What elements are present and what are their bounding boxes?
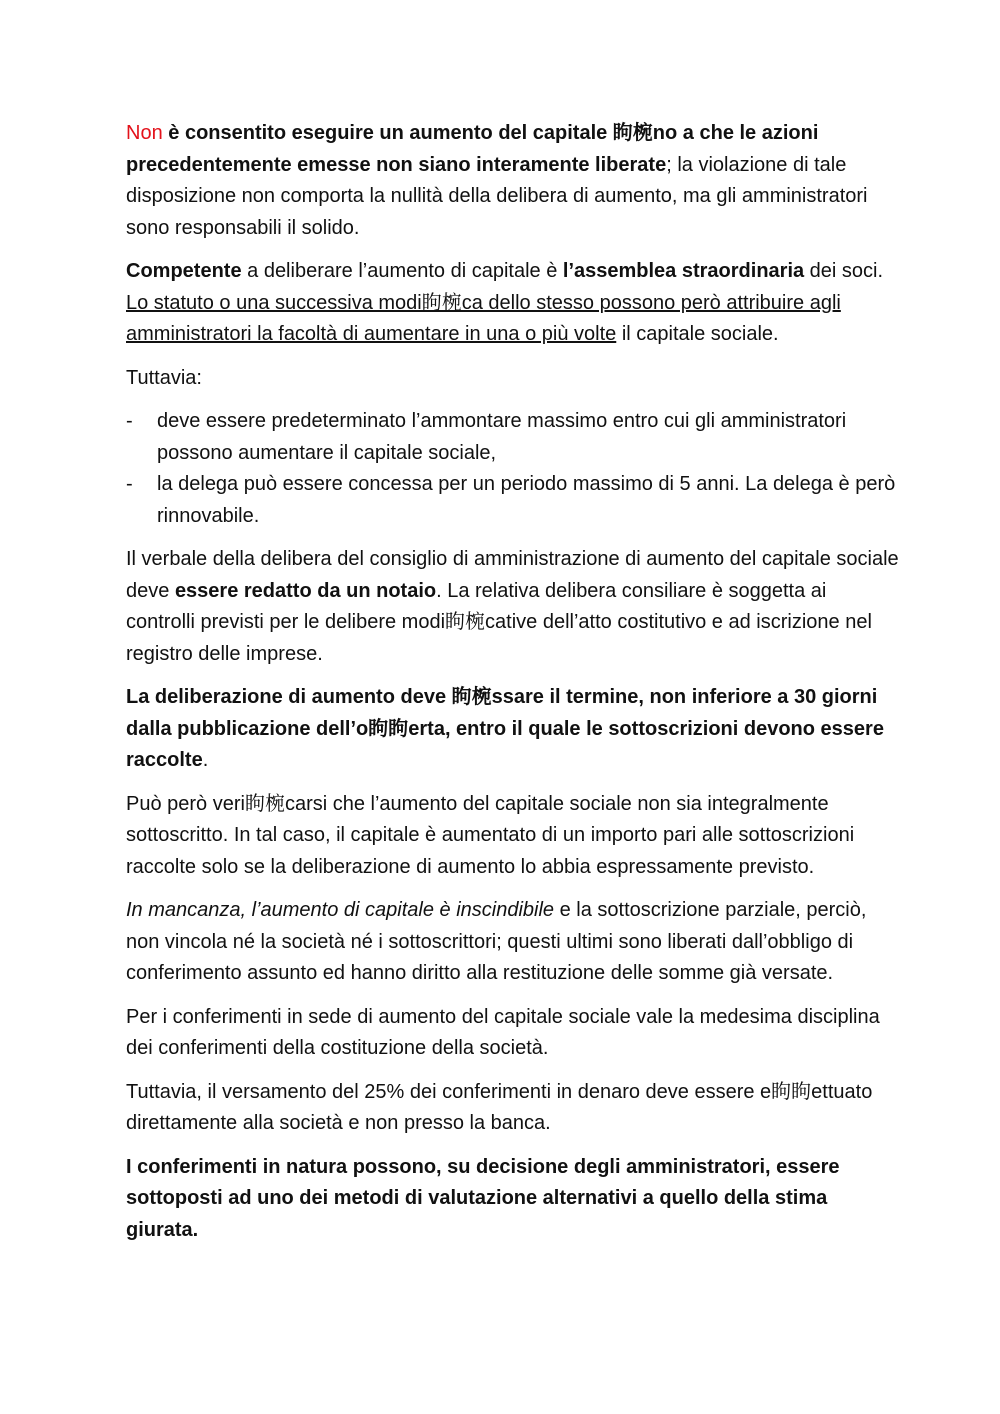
bold-rule: è consentito eseguire un aumento del capitale 眗椀no a che le azioni precedentemente emesse non siano interamente liberate <box>126 122 819 176</box>
bold-competente: Competente <box>126 260 242 282</box>
paragraph-text: il capitale sociale. <box>616 323 779 345</box>
paragraph-versamento: Tuttavia, il versamento del 25% dei conferimenti in denaro deve essere e眗眗ettuato direttamente alla società e non presso la banca. <box>126 1080 873 1134</box>
dash-bullet: - <box>126 473 133 495</box>
paragraph-text: ; la violazione di tale disposizione non comporta la nullità della delibera di aumento, ma gli amministratori sono responsabili il solido. <box>126 153 868 239</box>
paragraph-mancanza <box>126 895 900 990</box>
paragraph-capital-increase-condition <box>126 118 900 244</box>
bold-assemblea: l’assemblea straordinaria <box>562 260 805 282</box>
paragraph-sottoscrizione: Può però veri眗椀carsi che l’aumento del capitale sociale non sia integralmente sottoscritto. In tal caso, il capitale è aumentato di un importo pari alle sottoscrizioni raccolte solo se la deliberazione di aumento lo abbia espressamente previsto. <box>126 792 855 878</box>
paragraph-competence <box>126 256 900 351</box>
highlight-non: Non <box>126 122 163 144</box>
paragraph-natura <box>126 1152 900 1247</box>
bold-termine: La deliberazione di aumento deve 眗椀ssare il termine, non inferiore a 30 giorni dalla pubblicazione dell’o眗眗erta, entro il quale le sottoscrizioni devono essere raccolte <box>126 686 884 771</box>
bold-natura: I conferimenti in natura possono, su decisione degli amministratori, essere sottoposti ad uno dei metodi di valutazione alternativi a quello della stima giurata. <box>126 1155 840 1241</box>
dash-list <box>126 406 900 532</box>
paragraph-text: Il verbale della delibera del consiglio di amministrazione di aumento del capitale sociale deve <box>126 548 899 602</box>
paragraph-text: e la sottoscrizione parziale, perciò, non vincola né la società né i sottoscrittori; questi ultimi sono liberati dall’obbligo di conferimento assunto ed hanno diritto alla restituzione delle somme già versate. <box>126 899 867 984</box>
paragraph-text: a deliberare l’aumento di capitale è <box>241 260 563 282</box>
paragraph-text: . <box>202 749 209 771</box>
paragraph-text: dei soci. <box>804 260 884 282</box>
list-item-text: deve essere predeterminato l’ammontare massimo entro cui gli amministratori possono aumentare il capitale sociale, <box>157 410 847 464</box>
paragraph-tuttavia: Tuttavia: <box>126 366 202 389</box>
paragraph-termine <box>126 682 900 777</box>
italic-inscindibile: In mancanza, l’aumento di capitale è inscindibile <box>126 899 555 921</box>
dash-bullet: - <box>126 410 133 432</box>
list-item <box>126 469 900 532</box>
paragraph-text: . La relativa delibera consiliare è soggetta ai controlli previsti per le delibere modi眗椀cative dell’atto costitutivo e ad iscrizione nel registro delle imprese. <box>126 579 872 665</box>
underlined-statute: Lo statuto o una successiva modi眗椀ca dello stesso possono però attribuire agli amministratori la facoltà di aumentare in una o più volte <box>126 291 841 345</box>
paragraph-conferimenti: Per i conferimenti in sede di aumento del capitale sociale vale la medesima disciplina dei conferimenti della costituzione della società. <box>126 1005 880 1059</box>
paragraph-verbale <box>126 544 900 670</box>
list-item-text: la delega può essere concessa per un periodo massimo di 5 anni. La delega è però rinnovabile. <box>157 473 896 527</box>
list-item <box>126 406 900 469</box>
bold-notaio: essere redatto da un notaio <box>174 579 437 602</box>
